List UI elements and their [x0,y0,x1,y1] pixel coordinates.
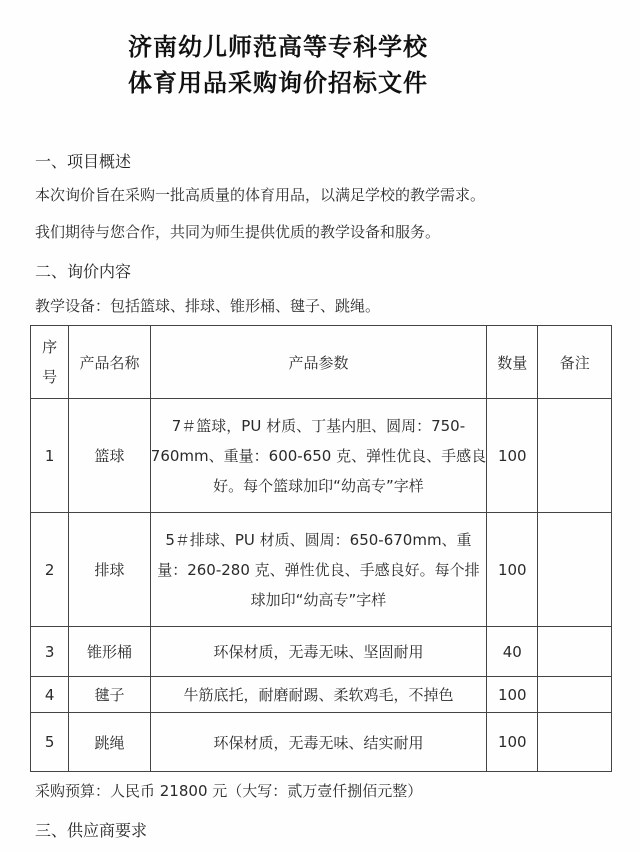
cell-spec: 环保材质，无毒无味、坚固耐用 [150,627,486,677]
cell-no: 1 [31,399,69,513]
cell-no: 3 [31,627,69,677]
cell-note [538,399,612,513]
cell-spec: 5＃排球、PU 材质、圆周：650-670mm、重量：260-280 克、弹性优良、手感良好。每个排球加印“幼高专”字样 [150,513,486,627]
cell-no: 5 [31,713,69,772]
cell-name: 锥形桶 [69,627,151,677]
header-name: 产品名称 [69,326,151,399]
header-no [31,326,69,399]
section-heading-supplier: 三、供应商要求 [35,821,148,840]
document-title-line-2: 体育用品采购询价招标文件 [128,69,428,97]
table-row [31,399,612,513]
cell-qty: 100 [487,399,538,513]
cell-note [538,513,612,627]
table-row [31,677,612,713]
cell-qty: 100 [487,513,538,627]
section-heading-inquiry: 二、询价内容 [35,262,132,281]
cell-note [538,677,612,713]
cell-qty: 40 [487,627,538,677]
cell-note [538,627,612,677]
header-spec: 产品参数 [150,326,486,399]
inquiry-intro: 教学设备：包括篮球、排球、锥形桶、毽子、跳绳。 [35,297,381,315]
cell-spec: 牛筋底托，耐磨耐踢、柔软鸡毛，不掉色 [150,677,486,713]
header-note: 备注 [538,326,612,399]
cell-spec: 环保材质，无毒无味、结实耐用 [150,713,486,772]
overview-paragraph-2: 我们期待与您合作，共同为师生提供优质的教学设备和服务。 [35,223,441,241]
cell-no: 4 [31,677,69,713]
table-row [31,627,612,677]
cell-name: 篮球 [69,399,151,513]
cell-qty: 100 [487,677,538,713]
table-row [31,513,612,627]
table-header-row [31,326,612,399]
cell-qty: 100 [487,713,538,772]
cell-name: 毽子 [69,677,151,713]
product-table [30,325,612,772]
header-no-label: 序号 [42,338,58,386]
table-row [31,713,612,772]
cell-note [538,713,612,772]
document-title-line-1: 济南幼儿师范高等专科学校 [128,33,428,61]
cell-name: 排球 [69,513,151,627]
section-heading-overview: 一、项目概述 [35,152,132,171]
cell-spec: 7＃篮球，PU 材质、丁基内胆、圆周：750-760mm、重量：600-650 克、弹性优良、手感良好。每个篮球加印“幼高专”字样 [150,399,486,513]
header-qty: 数量 [487,326,538,399]
cell-no: 2 [31,513,69,627]
budget-line: 采购预算：人民币 21800 元（大写：贰万壹仟捌佰元整） [35,782,423,800]
cell-name: 跳绳 [69,713,151,772]
overview-paragraph-1: 本次询价旨在采购一批高质量的体育用品，以满足学校的教学需求。 [35,186,486,204]
